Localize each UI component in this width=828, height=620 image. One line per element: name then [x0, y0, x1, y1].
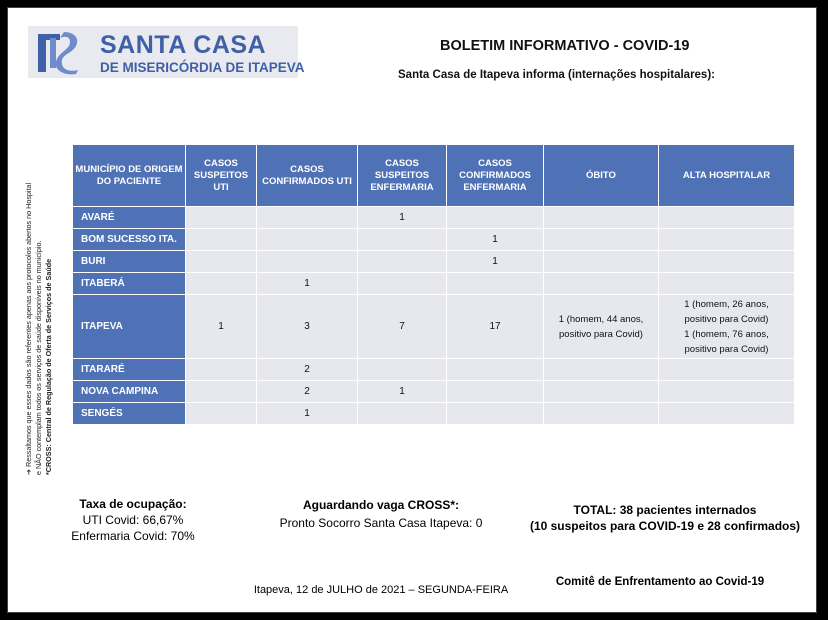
table-cell	[447, 359, 544, 381]
death-note-line: 1 (homem, 44 anos,	[558, 313, 644, 325]
table-row	[73, 359, 795, 381]
table-cell	[544, 207, 659, 229]
occupancy-title: Taxa de ocupação:	[79, 497, 187, 511]
table-cell: 2	[257, 359, 358, 381]
table-cell	[186, 273, 257, 295]
table-cell	[659, 229, 795, 251]
col-header-municipality: MUNICÍPIO DE ORIGEM DO PACIENTE	[73, 145, 186, 207]
table-cell: 1	[447, 251, 544, 273]
table-cell	[447, 273, 544, 295]
table-cell	[659, 381, 795, 403]
table-cell: 1	[257, 273, 358, 295]
table-cell	[186, 381, 257, 403]
table-cell	[659, 207, 795, 229]
city-cell: SENGÉS	[73, 403, 186, 425]
col-header-confirmed-ward: CASOS CONFIRMADOS ENFERMARIA	[447, 145, 544, 207]
table-cell	[257, 251, 358, 273]
table-cell	[659, 251, 795, 273]
discharge-note-line: positivo para Covid)	[684, 313, 769, 325]
table-row	[73, 229, 795, 251]
logo-title: SANTA CASA	[100, 31, 267, 59]
table-cell	[659, 403, 795, 425]
city-cell: ITABERÁ	[73, 273, 186, 295]
table-cell	[358, 273, 447, 295]
col-header-discharge: ALTA HOSPITALAR	[659, 145, 795, 207]
city-cell: ITAPEVA	[73, 295, 186, 359]
bulletin-date: Itapeva, 12 de JULHO de 2021 – SEGUNDA-FEIRA	[253, 584, 509, 596]
table-cell: 1	[186, 295, 257, 359]
city-cell: BURI	[73, 251, 186, 273]
table-cell	[447, 403, 544, 425]
waiting-block	[268, 496, 494, 532]
table-row	[73, 207, 795, 229]
table-cell	[544, 229, 659, 251]
discharge-note-line: positivo para Covid)	[684, 343, 769, 355]
committee-name: Comitê de Enfrentamento ao Covid-19	[555, 576, 765, 588]
table-cell	[186, 251, 257, 273]
table-cell	[186, 359, 257, 381]
table-cell	[544, 381, 659, 403]
table-cell	[257, 207, 358, 229]
table-cell: 1	[447, 229, 544, 251]
table-cell	[186, 403, 257, 425]
table-cell	[544, 273, 659, 295]
table-cell	[358, 403, 447, 425]
bulletin-title: BOLETIM INFORMATIVO - COVID-19	[440, 38, 690, 54]
death-note-line: positivo para Covid)	[559, 328, 643, 340]
side-note-cross: *CROSS: Central de Regulação de Oferta de Serviços de Saúde	[44, 258, 53, 475]
side-note	[24, 135, 68, 475]
table-cell	[186, 207, 257, 229]
occupancy-ward: Enfermaria Covid: 70%	[71, 529, 195, 543]
side-note-line: ➔ Ressaltamos que esses dados são referentes apenas aos protocolos abertos no Hospital	[24, 182, 33, 475]
side-note-line: e NÃO contemplam todos os serviços de saúde disponíveis no município.	[34, 240, 43, 475]
logo-subtitle: DE MISERICÓRDIA DE ITAPEVA	[100, 60, 305, 75]
table-cell: 7	[358, 295, 447, 359]
table-cell	[358, 229, 447, 251]
table-row	[73, 251, 795, 273]
table-row	[73, 381, 795, 403]
table-header-row	[73, 145, 795, 207]
table-cell: 3	[257, 295, 358, 359]
table-cell	[544, 359, 659, 381]
table-cell	[447, 381, 544, 403]
waiting-text: Pronto Socorro Santa Casa Itapeva: 0	[279, 516, 483, 530]
discharge-note-cell	[659, 295, 795, 359]
col-header-death: ÓBITO	[544, 145, 659, 207]
discharge-note-line: 1 (homem, 76 anos,	[684, 328, 769, 340]
table-row	[73, 403, 795, 425]
total-breakdown: (10 suspeitos para COVID-19 e 28 confirmados)	[529, 519, 801, 533]
discharge-note-line: 1 (homem, 26 anos,	[684, 298, 769, 310]
table-cell	[659, 273, 795, 295]
city-cell: NOVA CAMPINA	[73, 381, 186, 403]
city-cell: AVARÉ	[73, 207, 186, 229]
santa-casa-logo-icon	[30, 28, 90, 76]
table-cell	[447, 207, 544, 229]
table-cell	[544, 251, 659, 273]
waiting-title: Aguardando vaga CROSS*:	[302, 498, 460, 512]
table-cell	[358, 251, 447, 273]
total-line: TOTAL: 38 pacientes internados	[573, 503, 757, 517]
city-cell: BOM SUCESSO ITA.	[73, 229, 186, 251]
occupancy-uti: UTI Covid: 66,67%	[82, 513, 184, 527]
col-header-suspected-icu: CASOS SUSPEITOS UTI	[186, 145, 257, 207]
hospitalization-table	[72, 144, 795, 425]
table-cell: 1	[257, 403, 358, 425]
table-cell: 1	[358, 381, 447, 403]
death-note-cell	[544, 295, 659, 359]
table-cell	[358, 359, 447, 381]
total-block	[520, 502, 810, 534]
table-row	[73, 295, 795, 359]
table-cell	[186, 229, 257, 251]
occupancy-block	[66, 496, 200, 544]
col-header-confirmed-icu: CASOS CONFIRMADOS UTI	[257, 145, 358, 207]
city-cell: ITARARÉ	[73, 359, 186, 381]
table-cell: 1	[358, 207, 447, 229]
table-cell	[659, 359, 795, 381]
bulletin-subtitle: Santa Casa de Itapeva informa (internações hospitalares):	[398, 69, 715, 81]
table-cell	[257, 229, 358, 251]
col-header-suspected-ward: CASOS SUSPEITOS ENFERMARIA	[358, 145, 447, 207]
table-cell: 17	[447, 295, 544, 359]
table-cell: 2	[257, 381, 358, 403]
table-row	[73, 273, 795, 295]
table-cell	[544, 403, 659, 425]
